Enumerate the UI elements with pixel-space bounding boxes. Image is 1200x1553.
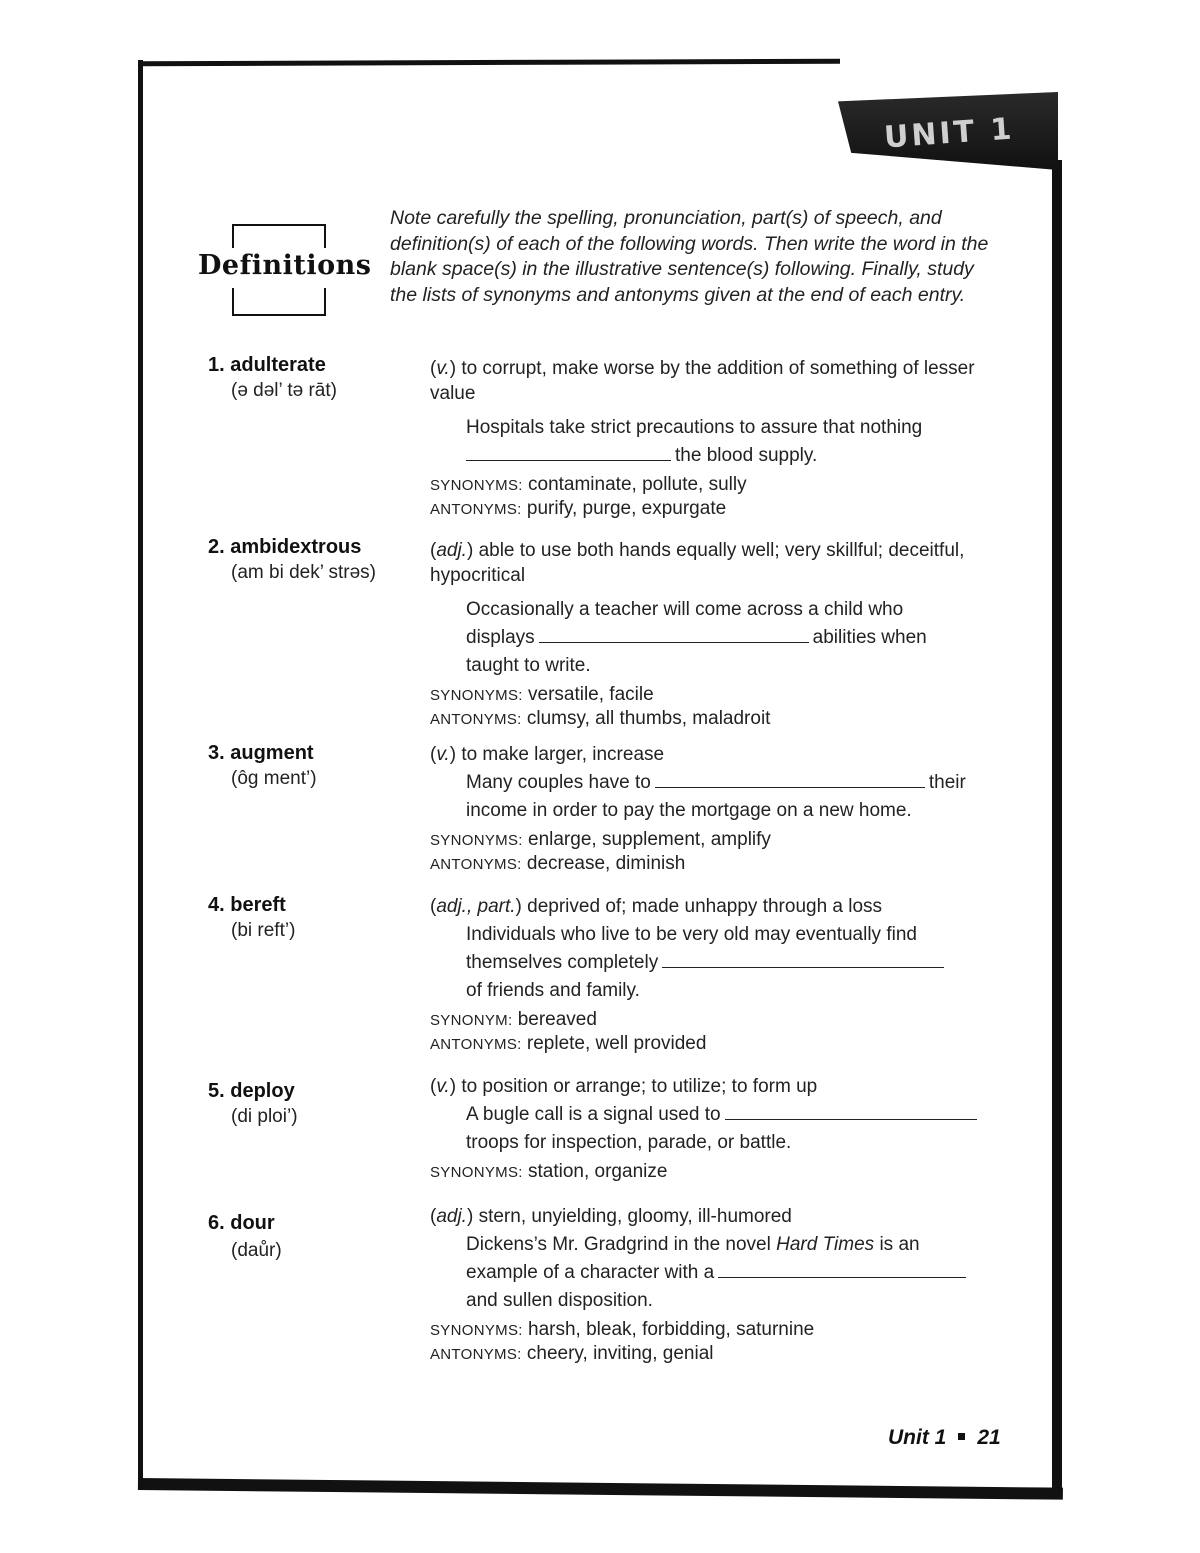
entry-definition: (v.) to make larger, increase	[430, 744, 665, 765]
entry-term: 3. augment	[208, 742, 314, 764]
footer-separator	[958, 1433, 965, 1440]
definitions-heading: Definitions	[198, 250, 372, 281]
entry-pronunciation: (daůr)	[231, 1240, 282, 1261]
page-border-right	[1052, 160, 1062, 1490]
entry-synonyms: SYNONYM: bereaved	[430, 1009, 597, 1030]
page-border-left	[138, 60, 143, 1490]
entry-term: 6. dour	[208, 1212, 275, 1234]
entry-example: Dickens’s Mr. Gradgrind in the novel Hard Times is an example of a character with a and sullen disposition.	[466, 1231, 990, 1315]
answer-blank[interactable]	[725, 1103, 977, 1120]
entry-term: 4. bereft	[208, 894, 286, 916]
entry-antonyms: ANTONYMS: clumsy, all thumbs, maladroit	[430, 708, 771, 729]
entry-antonyms: ANTONYMS: decrease, diminish	[430, 853, 686, 874]
unit-banner-text: UNIT 1	[882, 111, 1016, 156]
entry-synonyms: SYNONYMS: station, organize	[430, 1161, 668, 1182]
entry-example: Individuals who live to be very old may eventually find themselves completely of friends and family.	[466, 921, 990, 1005]
answer-blank[interactable]	[718, 1261, 966, 1278]
entry-definition: (v.) to position or arrange; to utilize; to form up	[430, 1076, 818, 1097]
entry-synonyms: SYNONYMS: versatile, facile	[430, 684, 654, 705]
entry-definition: (adj.) stern, unyielding, gloomy, ill-humored	[430, 1206, 792, 1227]
entry-synonyms: SYNONYMS: contaminate, pollute, sully	[430, 474, 747, 495]
entry-synonyms: SYNONYMS: enlarge, supplement, amplify	[430, 829, 771, 850]
answer-blank[interactable]	[662, 951, 944, 968]
entry-example: Many couples have to their income in order to pay the mortgage on a new home.	[466, 772, 966, 821]
entry-pronunciation: (ôg ment’)	[231, 768, 317, 789]
entry-synonyms: SYNONYMS: harsh, bleak, forbidding, saturnine	[430, 1319, 815, 1340]
entry-pronunciation: (bi reft’)	[231, 920, 296, 941]
page-footer	[888, 1426, 1001, 1450]
answer-blank[interactable]	[466, 444, 671, 461]
entry-definition: (adj.) able to use both hands equally well; very skillful; deceitful, hypocritical	[430, 540, 965, 586]
entry-term: 5. deploy	[208, 1080, 295, 1102]
entry-definition: (adj., part.) deprived of; made unhappy through a loss	[430, 896, 883, 917]
footer-unit: Unit 1	[888, 1426, 947, 1449]
instructions-text: Note carefully the spelling, pronunciation, part(s) of speech, and definition(s) of each of the following words. Then write the word in the blank space(s) in the illustrative sentence(s) following. Finally, study the lists of synonyms and antonyms given at the end of each entry.	[390, 207, 989, 306]
entry-example: Occasionally a teacher will come across a child who displays abilities when taught to write.	[466, 599, 927, 676]
page-border-top	[140, 59, 840, 66]
entry-pronunciation: (ə dəl’ tə rāt)	[231, 380, 337, 401]
page-number: 21	[977, 1426, 1001, 1449]
answer-blank[interactable]	[655, 771, 925, 788]
entry-antonyms: ANTONYMS: replete, well provided	[430, 1033, 707, 1054]
page-border-bottom	[138, 1478, 1063, 1500]
entry-example: A bugle call is a signal used to troops for inspection, parade, or battle.	[466, 1101, 990, 1157]
entry-definition: (v.) to corrupt, make worse by the addition of something of lesser value	[430, 358, 975, 404]
entry-example: Hospitals take strict precautions to assure that nothing the blood supply.	[466, 417, 923, 466]
entry-antonyms: ANTONYMS: purify, purge, expurgate	[430, 498, 727, 519]
answer-blank[interactable]	[539, 626, 809, 643]
entry-pronunciation: (di ploi’)	[231, 1106, 298, 1127]
entry-antonyms: ANTONYMS: cheery, inviting, genial	[430, 1343, 714, 1364]
entry-term: 1. adulterate	[208, 354, 326, 376]
entry-term: 2. ambidextrous	[208, 536, 362, 558]
entry-pronunciation: (am bi dek’ strəs)	[231, 562, 376, 583]
